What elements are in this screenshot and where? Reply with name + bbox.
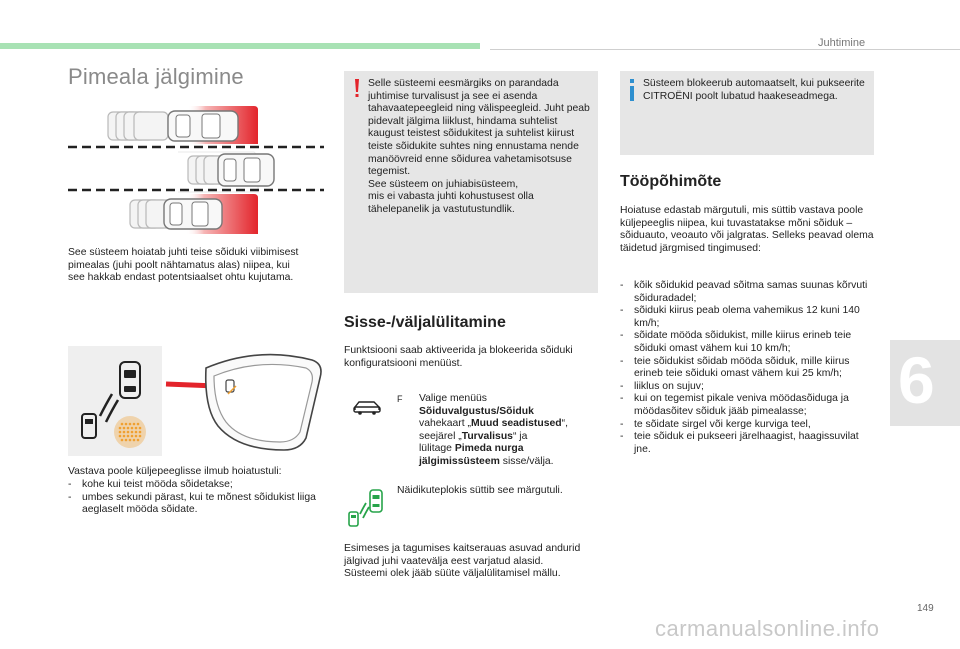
chapter-number: 6 <box>898 343 935 417</box>
instr-text: lülitage <box>419 443 455 455</box>
list-item: - sõiduki kiirus peab olema vahemikus 12 kuni 140 km/h; <box>620 305 876 330</box>
instr-text: “ ja <box>512 430 528 442</box>
memory-text: Süsteemi olek jääb süüte väljalülitamisel mällu. <box>344 568 561 580</box>
blind-spot-illustration <box>68 104 324 236</box>
toggle-intro: Funktsiooni saab aktiveerida ja blokeerida sõiduki konfiguratsiooni menüüst. <box>344 345 573 369</box>
blind-spot-indicator-icon <box>346 488 386 528</box>
chapter-tab <box>890 340 960 426</box>
list-item: - kohe kui teist mööda sõidetakse; <box>68 479 320 492</box>
intro-paragraph: See süsteem hoiatab juhti teise sõiduki viibimisest pimealas (juhi poolt nähtamatus alas) niipea, kui see hakkab endast potentsiaalset ohtu kujutama. <box>68 247 299 284</box>
instr-menu-name: Sõiduvalgustus/Sõiduk <box>419 405 534 417</box>
mirror-indicator-illustration <box>68 346 328 458</box>
list-item: - teie sõidukist sõidab mööda sõiduk, mille kiirus erineb teie sõiduki omast vähem kui 25 km/h; <box>620 356 876 381</box>
vehicle-settings-icon <box>352 398 382 416</box>
page-number: 149 <box>917 603 934 614</box>
info-icon <box>627 79 637 101</box>
sensors-text: Esimeses ja tagumises kaitserauas asuvad andurid jälgivad juhi vaatevälja eest varjatud alasid. <box>344 543 581 567</box>
page-title: Pimeala jälgimine <box>68 64 244 89</box>
list-item: - te sõidate sirgel või kerge kurviga teel, <box>620 419 876 432</box>
instr-section-name: Turvalisus <box>461 430 513 442</box>
section-title: Juhtimine <box>818 37 866 49</box>
instr-text: sisse/välja. <box>499 455 554 467</box>
list-item: - kõik sõidukid peavad sõitma samas suunas kõrvuti sõiduradadel; <box>620 280 876 305</box>
list-item: - liiklus on sujuv; <box>620 381 876 394</box>
warning-text-line2: See süsteem on juhiabisüsteem, <box>368 178 519 190</box>
instr-text: Valige menüüs <box>419 393 487 404</box>
alert-list <box>68 479 320 517</box>
instr-text: seejärel „ <box>419 430 462 442</box>
header-accent-bar <box>0 43 480 49</box>
header-divider <box>490 49 960 50</box>
list-item: - kui on tegemist pikale veniva möödasõiduga ja möödasõitev sõiduk jääb pimealasse; <box>620 393 876 418</box>
list-item: - sõidate mööda sõidukist, mille kiirus erineb teie sõiduki omast vähem kui 10 km/h; <box>620 330 876 355</box>
instr-function-name: Pimeda nurga <box>454 443 524 455</box>
list-item: - umbes sekundi pärast, kui te mõnest sõidukist liiga aeglaselt mööda sõidate. <box>68 492 320 517</box>
watermark: carmanualsonline.info <box>655 616 880 641</box>
instruction-block <box>397 393 597 469</box>
instruction-arrow: F <box>397 394 403 404</box>
indicator-text: Näidikuteplokis süttib see märgutuli. <box>397 485 563 496</box>
instr-text: vahekaart „ <box>419 418 471 430</box>
warning-text <box>368 78 594 217</box>
instr-tab-name: Muud seadistused <box>470 418 562 430</box>
instr-text: “, <box>561 418 568 430</box>
warning-text-main: Selle süsteemi eesmärgiks on parandada juhtimise turvalisust ja see ei asenda tahavaatepeegleid ning välispeegleid. Juht peab pidevalt jälgima liiklust, hindama suhtelist kaugust teistest sõidukitest ja suhtelist kiirust teiste sõidukite suhtes ning ennustama nende manöövreid enne sõidurea vahetamisotsuse tegemist. <box>368 78 590 178</box>
info-text: Süsteem blokeerub automaatselt, kui pukseerite CITROËNI poolt lubatud haakeseadmega. <box>643 78 865 102</box>
sensors-paragraph <box>344 543 600 581</box>
list-item: - teie sõiduk ei pukseeri järelhaagist, haagissuvilat jne. <box>620 431 876 456</box>
section-heading-principle: Tööpõhimõte <box>620 173 722 190</box>
instr-function-name-2: jälgimissüsteem <box>419 455 500 467</box>
principle-intro: Hoiatuse edastab märgutuli, mis süttib vastava poole küljepeeglis niipea, kui tuvastatakse mõni sõiduk – sõiduauto, veoauto või jalgratas. Selleks peavad olema täidetud järgmised tingimused: <box>620 205 874 254</box>
warning-exclamation-icon <box>352 79 362 99</box>
section-heading-toggle: Sisse-/väljalülitamine <box>344 314 506 331</box>
alert-intro: Vastava poole küljepeeglisse ilmub hoiatustuli: <box>68 466 282 477</box>
conditions-list <box>620 280 876 456</box>
warning-text-line3: mis ei vabasta juhti kohustusest olla tähelepanelik ja vastutustundlik. <box>368 191 534 215</box>
